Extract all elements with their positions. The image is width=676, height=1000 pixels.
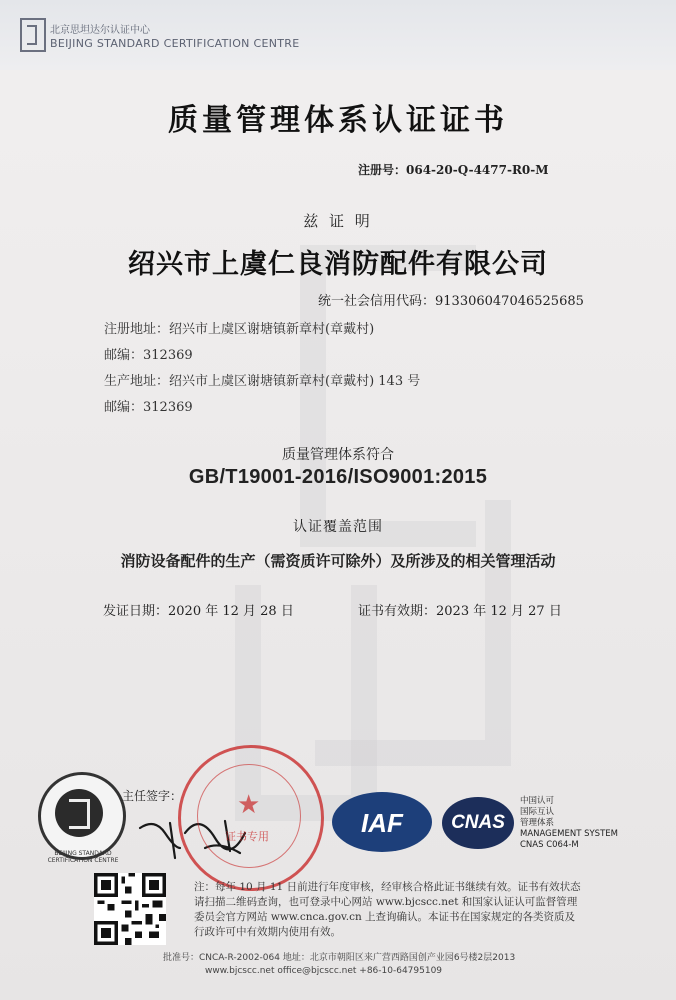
scope-label: 认证覆盖范围 (293, 519, 383, 535)
company-name: 绍兴市上虞仁良消防配件有限公司 (128, 249, 548, 280)
registered-postcode: 邮编：312369 (104, 348, 193, 363)
centre-seal-text: BEIJING STANDARD CERTIFICATION CENTRE (47, 850, 119, 864)
star-icon: ★ (237, 790, 261, 820)
production-address: 生产地址：绍兴市上虞区谢塘镇新章村(章戴村) 143 号 (104, 374, 421, 389)
org-name-cn: 北京思坦达尔认证中心 (50, 25, 150, 36)
registered-address: 注册地址：绍兴市上虞区谢塘镇新章村(章戴村) (104, 322, 375, 337)
certification-scope: 消防设备配件的生产（需资质许可除外）及所涉及的相关管理活动 (120, 552, 556, 570)
qr-code-icon (94, 873, 166, 945)
org-name-en: BEIJING STANDARD CERTIFICATION CENTRE (50, 37, 300, 50)
conformity-label: 质量管理体系符合 (282, 447, 394, 463)
expiry-date: 证书有效期：2023 年 12 月 27 日 (358, 604, 562, 619)
header-band (0, 0, 676, 70)
iaf-logo: IAF (332, 792, 432, 852)
footer-approval-address: 批准号：CNCA-R-2002-064 地址：北京市朝阳区来广营西路国创产业园6号楼2层2013 (163, 953, 516, 963)
issue-date: 发证日期：2020 年 12 月 28 日 (103, 604, 294, 619)
production-postcode: 邮编：312369 (104, 400, 193, 415)
registration-number: 注册号：064-20-Q-4477-R0-M (358, 163, 549, 177)
bscc-logo-icon (20, 18, 46, 52)
stamp-text: 证书专用 (225, 830, 269, 843)
centre-seal-icon (38, 772, 126, 860)
certificate-title: 质量管理体系认证证书 (168, 103, 508, 138)
certify-heading: 兹 证 明 (303, 212, 373, 230)
standard-code: GB/T19001-2016/ISO9001:2015 (188, 466, 488, 488)
director-signature-label: 主任签字： (122, 789, 183, 803)
credit-code: 统一社会信用代码：913306047046525685 (318, 294, 584, 309)
cnas-logo: CNAS (442, 797, 514, 849)
certificate-note: 注：每年 10 月 11 日前进行年度审核，经审核合格此证书继续有效。证书有效状态请扫描二维码查询，也可登录中心网站 www.bjcscc.net 和国家认证认可监督管理委员会官方网站 www.cnca.gov.cn 上查询确认。本证书在国家规定的各类资质及行政许可中有效期内使用有效。 (194, 881, 581, 938)
accreditation-text: 中国认可 国际互认 管理体系 MANAGEMENT SYSTEM CNAS C064-M (520, 796, 618, 850)
official-red-stamp (178, 745, 324, 891)
footer-contact: www.bjcscc.net office@bjcscc.net +86-10-64795109 (205, 966, 443, 976)
